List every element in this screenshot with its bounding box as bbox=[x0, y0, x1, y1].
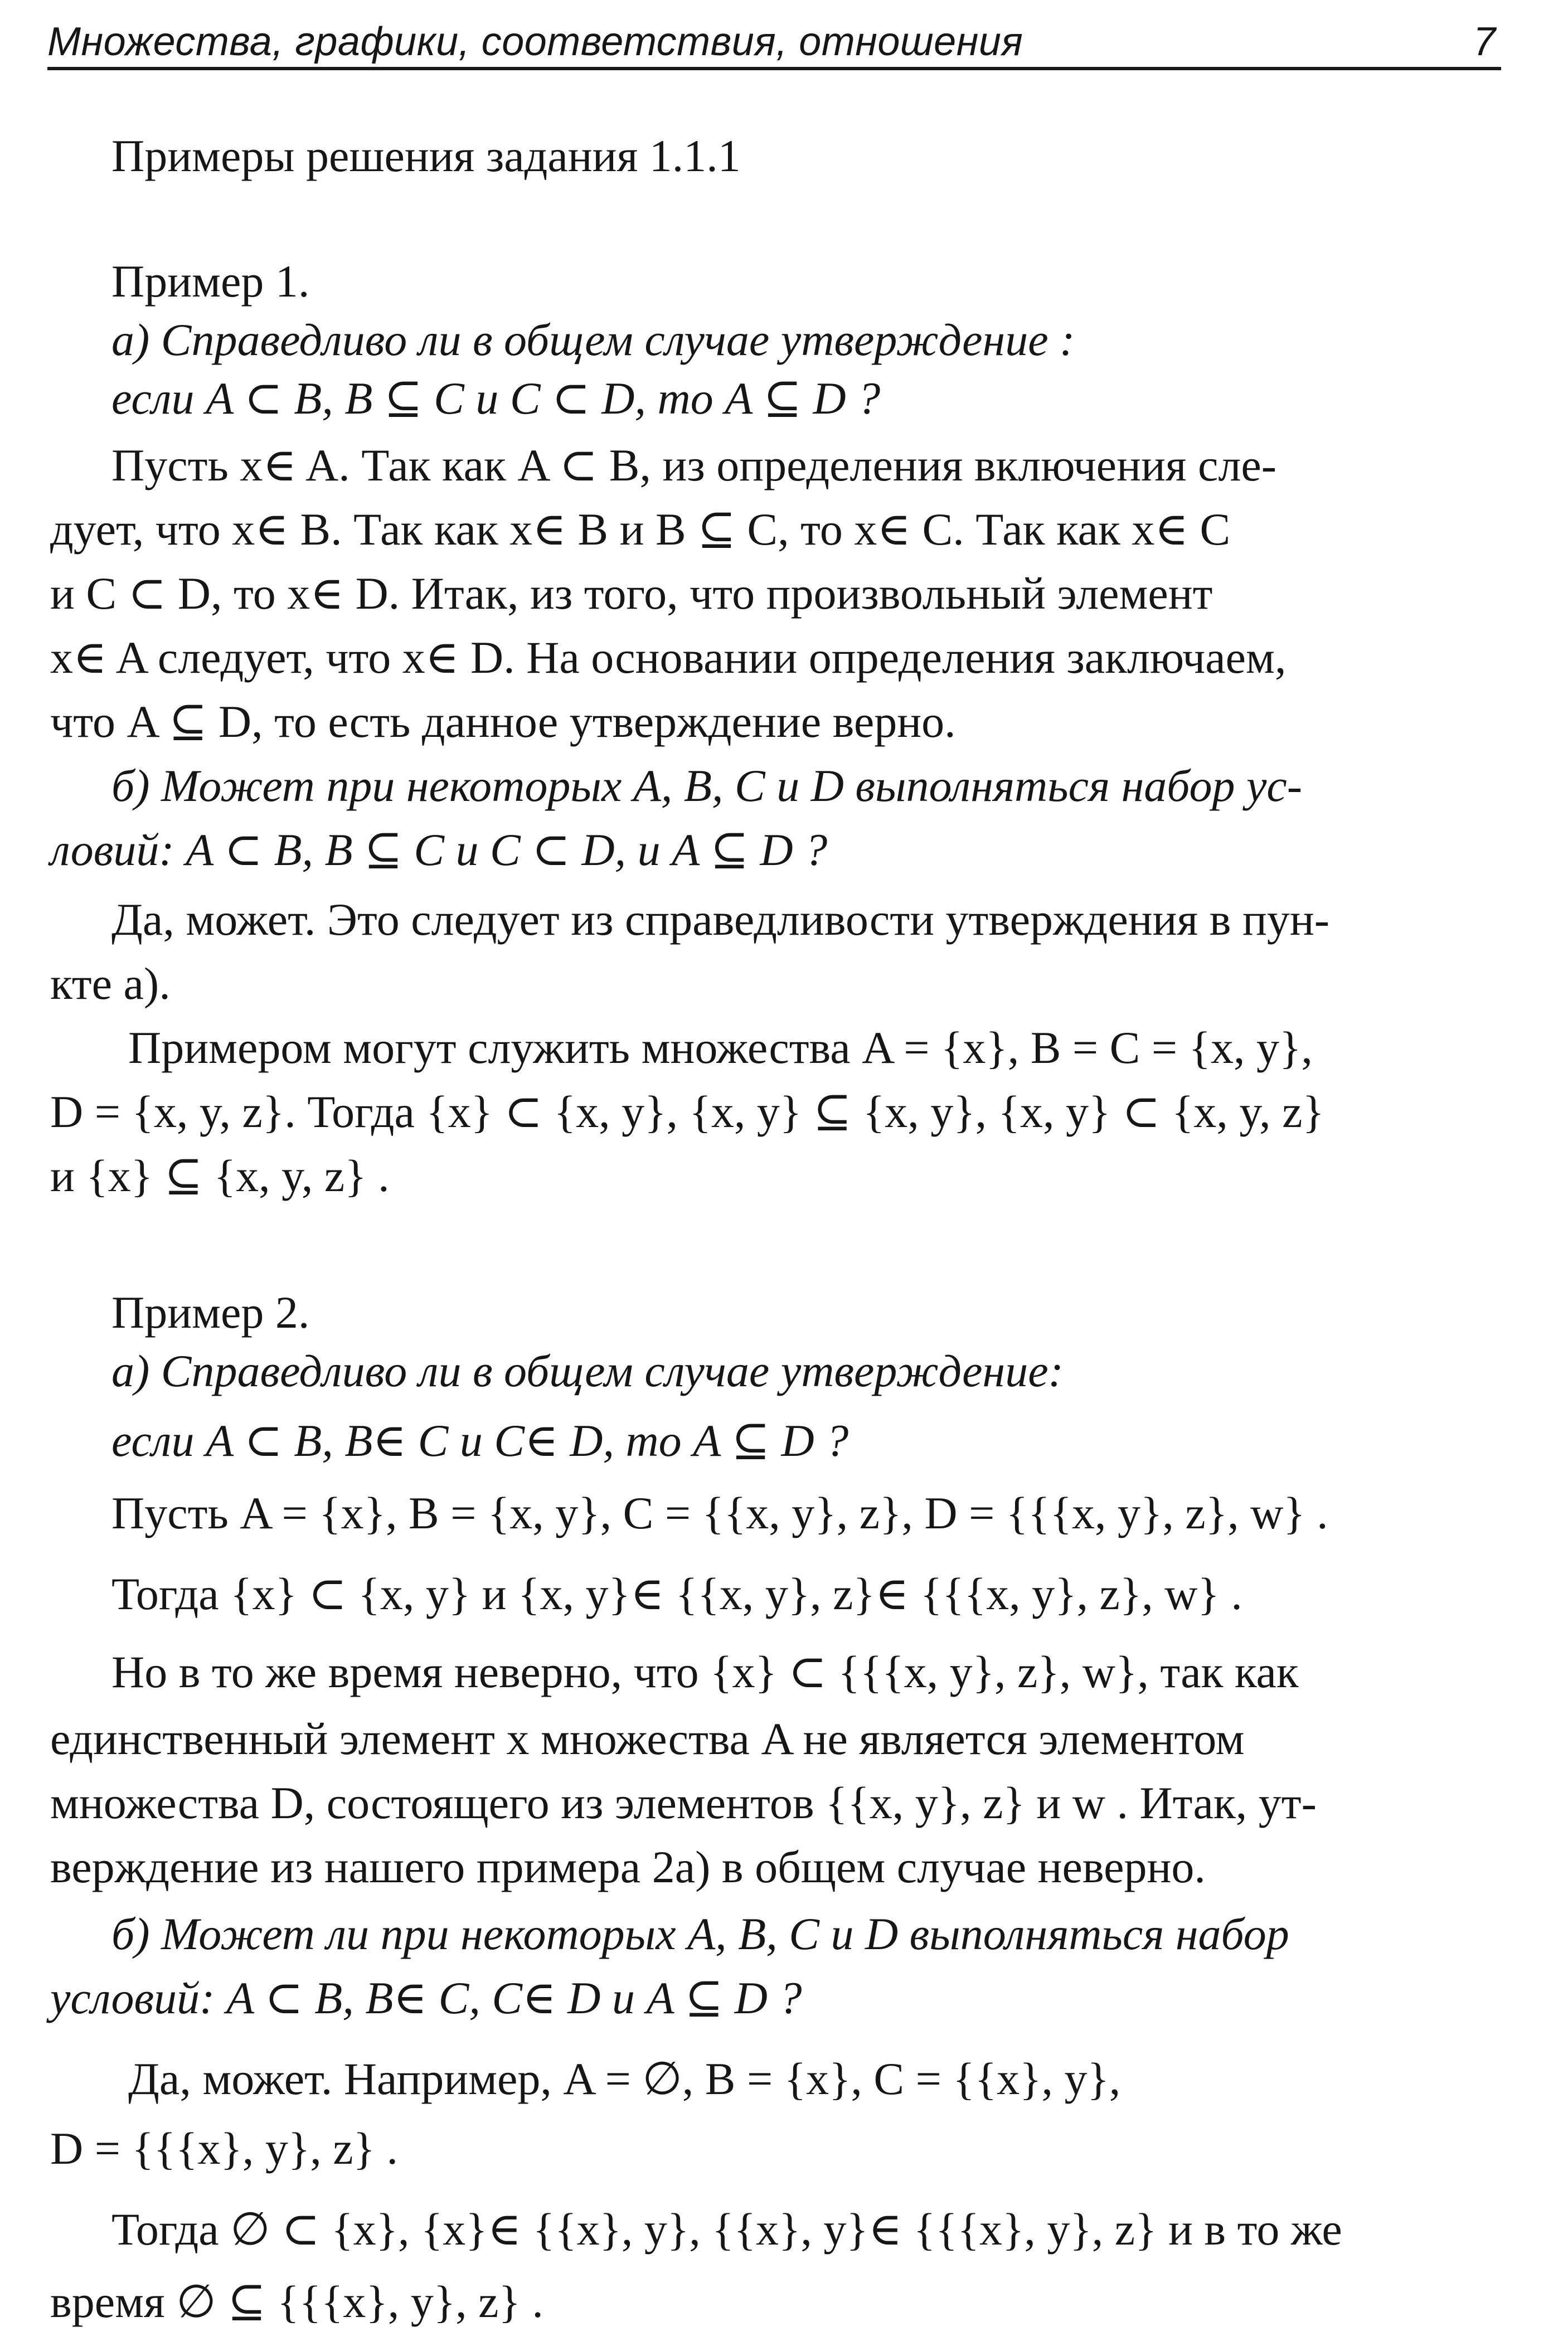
example1-answer-a-line1: Пусть x∈ A. Так как A ⊂ B, из определения включения сле- bbox=[111, 440, 1277, 490]
page-number: 7 bbox=[1473, 20, 1496, 64]
example1-answer-a-line2: дует, что x∈ B. Так как x∈ B и B ⊆ C, то x∈ C. Так как x∈ C bbox=[50, 504, 1231, 555]
example1-answer-a-line3: и C ⊂ D, то x∈ D. Итак, из того, что произвольный элемент bbox=[50, 568, 1213, 619]
running-header bbox=[47, 17, 1501, 70]
example1-question-b-line1: б) Может при некоторых A, B, C и D выполняться набор ус- bbox=[111, 760, 1303, 811]
section-title: Примеры решения задания 1.1.1 bbox=[111, 130, 741, 181]
example1-answer-a-line4: x∈ A следует, что x∈ D. На основании определения заключаем, bbox=[50, 632, 1287, 683]
example2-answer-a-line2: Тогда {x} ⊂ {x, y} и {x, y}∈ {{x, y}, z}∈ {{{x, y}, z}, w} . bbox=[111, 1568, 1242, 1619]
example2-answer-b-line3: Тогда ∅ ⊂ {x}, {x}∈ {{x}, y}, {{x}, y}∈ {{{x}, y}, z} и в то же bbox=[111, 2204, 1342, 2255]
example2-answer-a-line1: Пусть A = {x}, B = {x, y}, C = {{x, y}, z}, D = {{{x, y}, z}, w} . bbox=[111, 1488, 1328, 1538]
example1-question-b-line2: ловий: A ⊂ B, B ⊆ C и C ⊂ D, и A ⊆ D ? bbox=[50, 824, 828, 875]
example2-heading: Пример 2. bbox=[111, 1287, 310, 1338]
example1-answer-b-line5: и {x} ⊆ {x, y, z} . bbox=[50, 1150, 390, 1201]
example1-heading: Пример 1. bbox=[111, 256, 310, 307]
example2-answer-a-line3: Но в то же время неверно, что {x} ⊂ {{{x, y}, z}, w}, так как bbox=[111, 1646, 1299, 1697]
example2-answer-b-line2: D = {{{x}, y}, z} . bbox=[50, 2123, 399, 2174]
example2-question-a-line2: если A ⊂ B, B∈ C и C∈ D, то A ⊆ D ? bbox=[111, 1415, 849, 1466]
example2-question-b-line1: б) Может ли при некоторых A, B, C и D выполняться набор bbox=[111, 1908, 1289, 1959]
example2-question-a-line1: а) Справедливо ли в общем случае утверждение: bbox=[111, 1345, 1064, 1396]
example1-answer-b-line4: D = {x, y, z}. Тогда {x} ⊂ {x, y}, {x, y} ⊆ {x, y}, {x, y} ⊂ {x, y, z} bbox=[50, 1086, 1324, 1137]
example2-answer-a-line6: верждение из нашего примера 2а) в общем случае неверно. bbox=[50, 1842, 1206, 1892]
example2-answer-a-line5: множества D, состоящего из элементов {{x, y}, z} и w . Итак, ут- bbox=[50, 1777, 1317, 1828]
example1-answer-b-line3: Примером могут служить множества A = {x}, B = C = {x, y}, bbox=[128, 1022, 1313, 1073]
example1-answer-b-line1: Да, может. Это следует из справедливости утверждения в пун- bbox=[111, 894, 1330, 945]
example1-question-a-line2: если A ⊂ B, B ⊆ C и C ⊂ D, то A ⊆ D ? bbox=[111, 373, 881, 424]
example1-answer-b-line2: кте а). bbox=[50, 958, 171, 1009]
example2-answer-b-line1: Да, может. Например, A = ∅, B = {x}, C = {{x}, y}, bbox=[128, 2053, 1121, 2104]
example2-question-b-line2: условий: A ⊂ B, B∈ C, C∈ D и A ⊆ D ? bbox=[50, 1973, 802, 2023]
example2-answer-b-line4: время ∅ ⊆ {{{x}, y}, z} . bbox=[50, 2276, 543, 2327]
example2-answer-a-line4: единственный элемент x множества A не является элементом bbox=[50, 1713, 1245, 1764]
running-title: Множества, графики, соответствия, отношения bbox=[47, 20, 1023, 64]
example1-question-a-line1: а) Справедливо ли в общем случае утверждение : bbox=[111, 314, 1075, 365]
example1-answer-a-line5: что A ⊆ D, то есть данное утверждение верно. bbox=[50, 696, 956, 747]
